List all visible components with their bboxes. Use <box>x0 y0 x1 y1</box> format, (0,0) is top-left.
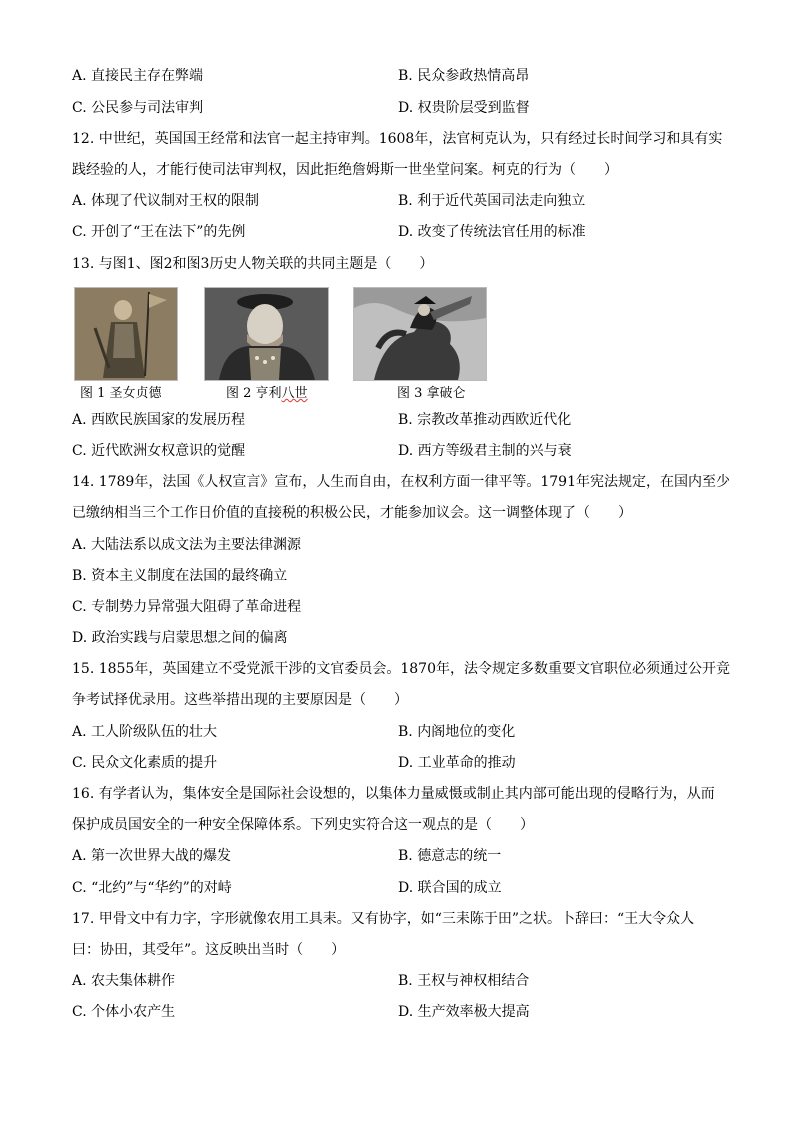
q14-stem-line2: 已缴纳相当三个工作日价值的直接税的积极公民，才能参加议会。这一调整体现了（ ） <box>72 505 632 521</box>
figure-3-caption: 图 3 拿破仑 <box>397 386 466 401</box>
q12-option-a: A. 体现了代议制对王权的限制 <box>72 193 260 209</box>
q17-option-b: B. 王权与神权相结合 <box>398 973 530 989</box>
q13-option-b: B. 宗教改革推动西欧近代化 <box>398 412 572 428</box>
q14-option-b: B. 资本主义制度在法国的最终确立 <box>72 568 288 584</box>
q16-option-a: A. 第一次世界大战的爆发 <box>72 848 232 864</box>
q16-stem-line2: 保护成员国安全的一种安全保障体系。下列史实符合这一观点的是（ ） <box>72 817 534 833</box>
q15-option-d: D. 工业革命的推动 <box>398 755 516 771</box>
q14-stem-line1: 14. 1789年，法国《人权宣言》宣布，人生而自由，在权利方面一律平等。1791年宪法规定，在国内至少 <box>72 474 730 490</box>
figure-1-caption: 图 1 圣女贞德 <box>80 386 162 401</box>
q13-option-a: A. 西欧民族国家的发展历程 <box>72 412 246 428</box>
q11-option-b: B. 民众参政热情高昂 <box>398 68 530 84</box>
q15-stem-line2: 争考试择优录用。这些举措出现的主要原因是（ ） <box>72 692 408 708</box>
q16-option-b: B. 德意志的统一 <box>398 848 502 864</box>
q15-option-a: A. 工人阶级队伍的壮大 <box>72 724 218 740</box>
q17-stem-line1: 17. 甲骨文中有力字，字形就像农用工具耒。又有协字，如“三耒陈于田”之状。卜辞曰：“王大令众人 <box>72 911 695 927</box>
figure-2-caption <box>226 382 308 401</box>
q15-option-c: C. 民众文化素质的提升 <box>72 755 218 771</box>
figure-2-caption-prefix: 图 2 亨利 <box>226 386 282 401</box>
q13-stem: 13. 与图1、图2和图3历史人物关联的共同主题是（ ） <box>72 256 434 272</box>
q11-option-c: C. 公民参与司法审判 <box>72 100 204 116</box>
q16-option-c: C. “北约”与“华约”的对峙 <box>72 880 232 896</box>
q17-option-d: D. 生产效率极大提高 <box>398 1004 530 1020</box>
figure-1-joan-of-arc-image <box>74 287 178 381</box>
q15-stem-line1: 15. 1855年，英国建立不受党派干涉的文官委员会。1870年，法令规定多数重要文官职位必须通过公开竞 <box>72 661 730 677</box>
q15-option-b: B. 内阁地位的变化 <box>398 724 516 740</box>
q11-option-a: A. 直接民主存在弊端 <box>72 68 204 84</box>
figure-3-napoleon-image <box>353 287 487 381</box>
figure-2-caption-name: 八世 <box>281 386 308 401</box>
q12-option-b: B. 利于近代英国司法走向独立 <box>398 193 586 209</box>
q14-option-a: A. 大陆法系以成文法为主要法律渊源 <box>72 537 302 553</box>
q13-option-d: D. 西方等级君主制的兴与衰 <box>398 443 572 459</box>
q14-option-c: C. 专制势力异常强大阻碍了革命进程 <box>72 599 302 615</box>
q12-option-d: D. 改变了传统法官任用的标准 <box>398 224 586 240</box>
q12-option-c: C. 开创了“王在法下”的先例 <box>72 224 246 240</box>
q11-option-d: D. 权贵阶层受到监督 <box>398 100 530 116</box>
q14-option-d: D. 政治实践与启蒙思想之间的偏离 <box>72 630 288 646</box>
figure-2-henry-viii-image <box>204 287 329 381</box>
q12-stem-line1: 12. 中世纪，英国国王经常和法官一起主持审判。1608年，法官柯克认为，只有经过长时间学习和具有实 <box>72 131 723 147</box>
q17-option-a: A. 农夫集体耕作 <box>72 973 176 989</box>
q13-option-c: C. 近代欧洲女权意识的觉醒 <box>72 443 246 459</box>
q17-stem-line2: 曰：协田，其受年”。这反映出当时（ ） <box>72 942 346 958</box>
q16-stem-line1: 16. 有学者认为，集体安全是国际社会设想的，以集体力量威慑或制止其内部可能出现的侵略行为，从而 <box>72 786 715 802</box>
q16-option-d: D. 联合国的成立 <box>398 880 502 896</box>
q12-stem-line2: 践经验的人，才能行使司法审判权，因此拒绝詹姆斯一世坐堂问案。柯克的行为（ ） <box>72 162 618 178</box>
q17-option-c: C. 个体小农产生 <box>72 1004 176 1020</box>
